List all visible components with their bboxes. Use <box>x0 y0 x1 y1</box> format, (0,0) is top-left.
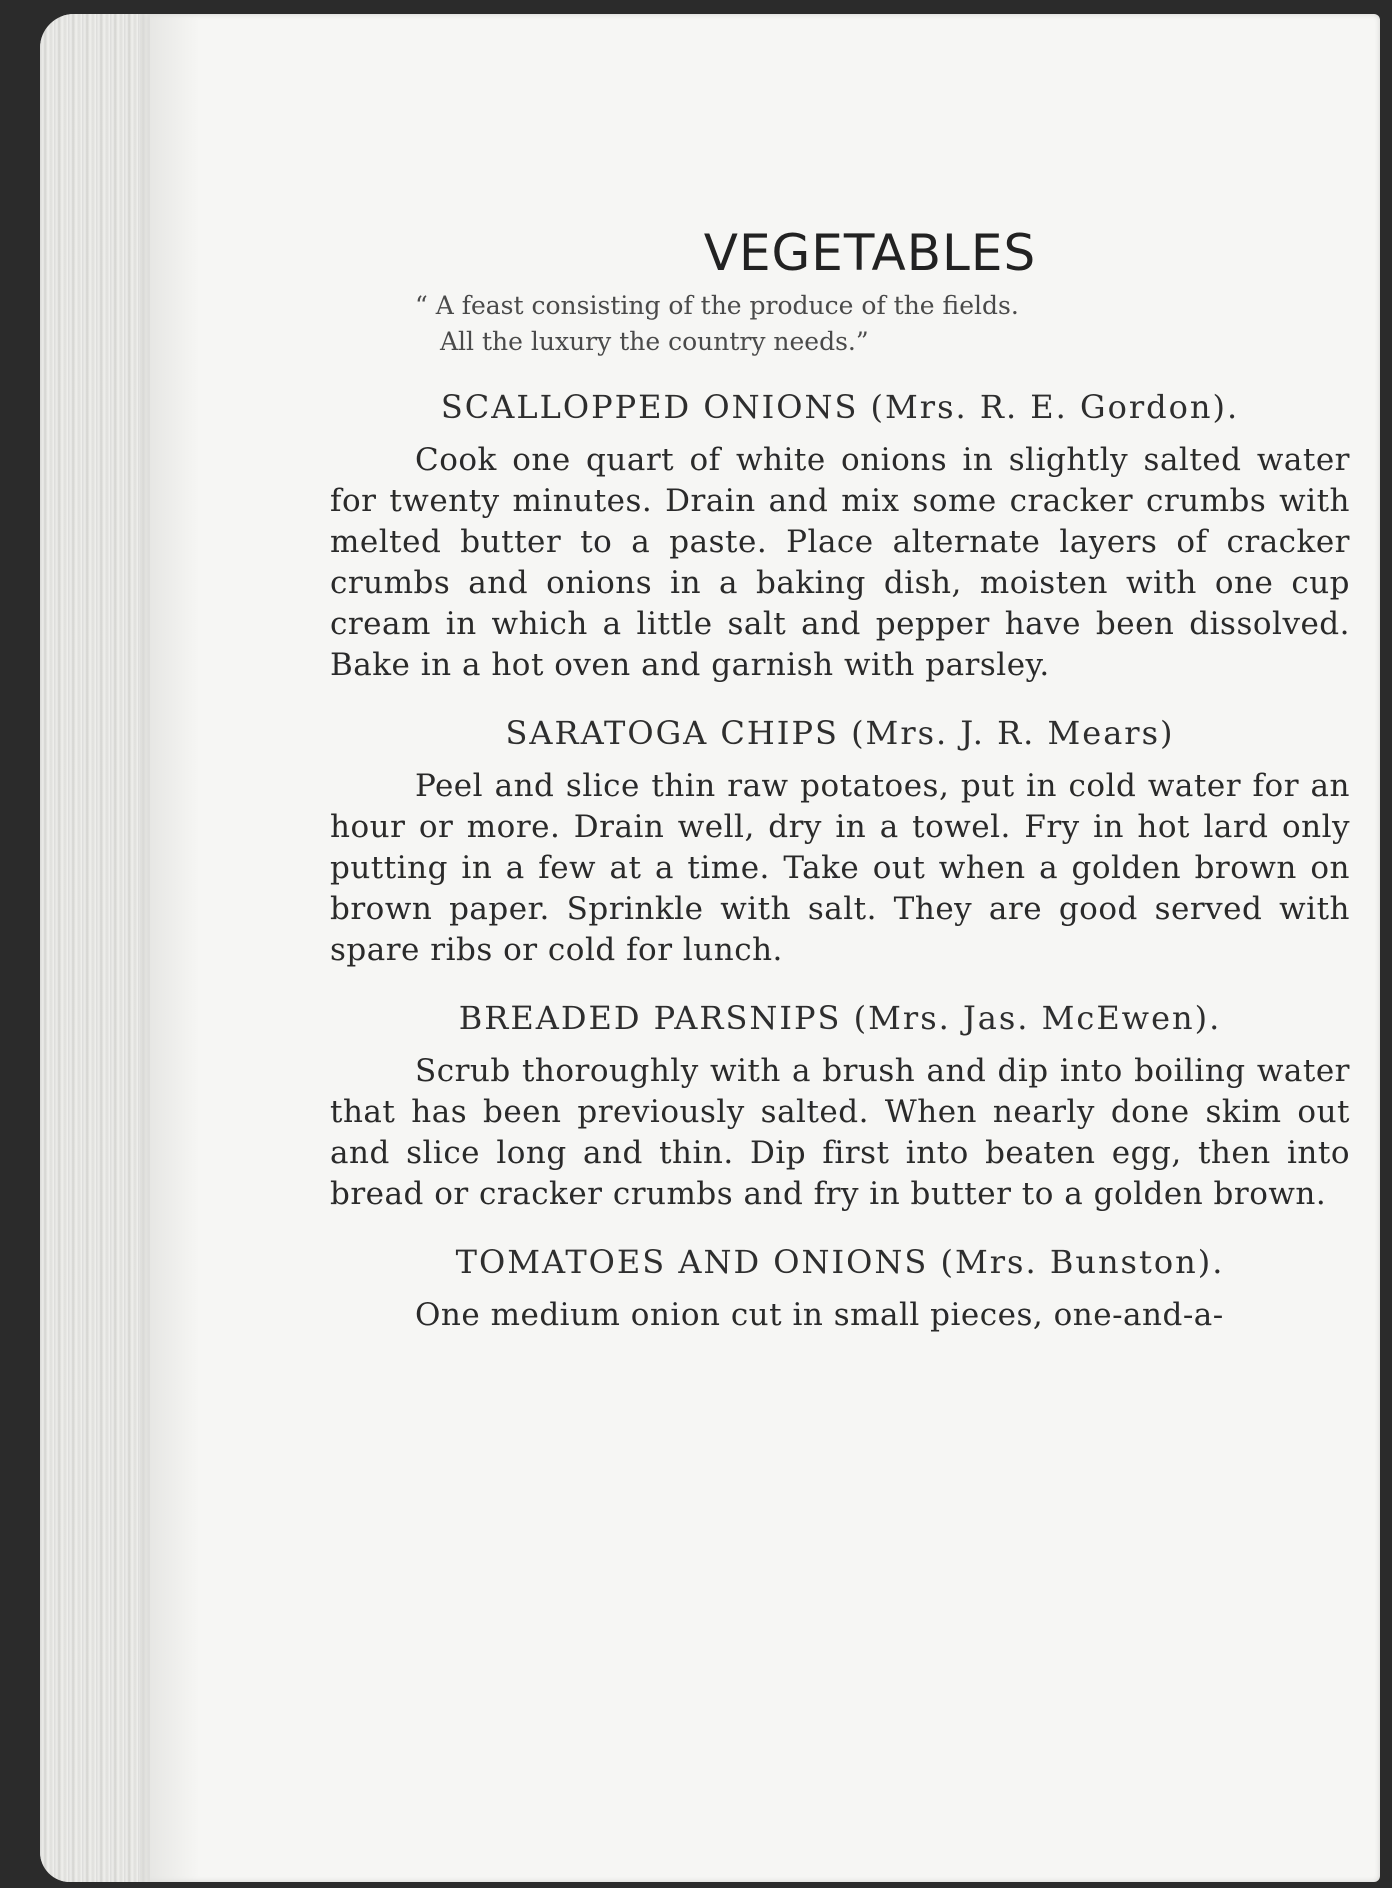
epigraph <box>330 288 1350 360</box>
recipe-body: One medium onion cut in small pieces, one-and-a- <box>415 1297 1224 1333</box>
book-page <box>40 14 1380 1882</box>
recipe <box>330 388 1350 686</box>
page-text <box>330 224 1350 1344</box>
recipe <box>330 1243 1350 1336</box>
recipe-title: SARATOGA CHIPS (Mrs. J. R. Mears) <box>505 714 1175 752</box>
recipe-title: SCALLOPPED ONIONS (Mrs. R. E. Gordon). <box>440 388 1240 426</box>
recipe <box>330 714 1350 971</box>
page-edge-stack <box>40 14 150 1882</box>
page-title: VEGETABLES <box>703 224 1037 282</box>
recipe-title: TOMATOES AND ONIONS (Mrs. Bunston). <box>455 1243 1225 1281</box>
recipe-body: Scrub thoroughly with a brush and dip into boiling water that has been previously salted. When nearly done skim out and slice long and thin. Dip first into beaten egg, then into bread or cracker crumbs and fry in butter to a golden brown. <box>330 1053 1350 1212</box>
recipe <box>330 999 1350 1215</box>
recipe-title: BREADED PARSNIPS (Mrs. Jas. McEwen). <box>458 999 1222 1037</box>
page-edge-shadow <box>140 14 200 1882</box>
recipe-body: Cook one quart of white onions in slightly salted water for twenty minutes. Drain and mix some cracker crumbs with melted butter to a paste. Place alternate layers of cracker crumbs and onions in a baking dish, moisten with one cup cream in which a little salt and pepper have been dissolved. Bake in a hot oven and garnish with parsley. <box>330 442 1350 683</box>
epigraph-line: All the luxury the country needs.” <box>440 327 869 356</box>
recipe-body: Peel and slice thin raw potatoes, put in cold water for an hour or more. Drain well, dry in a towel. Fry in hot lard only putting in a few at a time. Take out when a golden brown on brown paper. Sprinkle with salt. They are good served with spare ribs or cold for lunch. <box>330 768 1350 968</box>
epigraph-line: “ A feast consisting of the produce of the fields. <box>415 291 1019 320</box>
